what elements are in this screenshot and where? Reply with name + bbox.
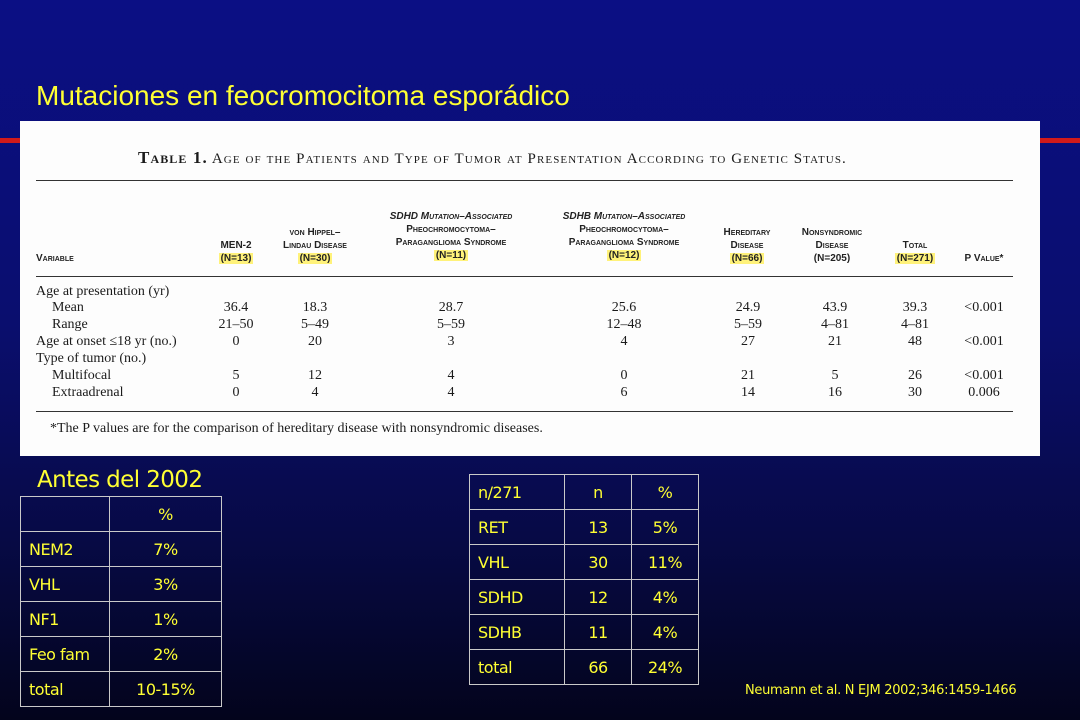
table-header-n: n — [565, 475, 632, 510]
table-cell: 66 — [565, 650, 632, 685]
table-cell: total — [21, 672, 110, 707]
table-cell: 2% — [110, 637, 222, 672]
table-cell: Feo fam — [21, 637, 110, 672]
table-row — [470, 545, 699, 580]
range-nonsyndromic: 4–81 — [821, 317, 849, 332]
table-cell: 12 — [565, 580, 632, 615]
table-row — [470, 580, 699, 615]
onset-nonsyndromic: 21 — [828, 334, 842, 349]
table-cell: 1% — [110, 602, 222, 637]
table-row — [470, 615, 699, 650]
before-2002-table — [20, 496, 222, 707]
table-caption: Age of the Patients and Type of Tumor at Presentation According to Genetic Status. — [211, 151, 847, 167]
table-cell: total — [470, 650, 565, 685]
table-cell: 24% — [632, 650, 699, 685]
table-row — [21, 497, 222, 532]
subtitle-antes-2002: Antes del 2002 — [37, 467, 203, 493]
top-rule — [36, 180, 1013, 181]
table-row — [470, 475, 699, 510]
table-cell: 3% — [110, 567, 222, 602]
table-cell: 4% — [632, 615, 699, 650]
onset-sdhd: 3 — [447, 334, 455, 349]
table-row — [21, 637, 222, 672]
multifocal-sdhb: 0 — [620, 368, 628, 383]
range-total: 4–81 — [901, 317, 929, 332]
onset-men2: 0 — [232, 334, 240, 349]
mean-vhl: 18.3 — [302, 300, 328, 315]
header-rule — [36, 276, 1013, 277]
header-sdhb: SDHB Mutation–Associated Pheochromocytoma– Paraganglioma Syndrome (N=12) — [562, 211, 686, 261]
table-cell: 7% — [110, 532, 222, 567]
row-multifocal-label: Multifocal — [52, 368, 112, 383]
table-row — [21, 567, 222, 602]
table-label: Table 1. — [138, 148, 208, 167]
range-sdhb: 12–48 — [606, 317, 642, 332]
table-cell: 5% — [632, 510, 699, 545]
header-men2: MEN-2 (N=13) — [220, 240, 252, 264]
mean-sdhb: 25.6 — [611, 300, 637, 315]
onset-pvalue: <0.001 — [964, 334, 1004, 349]
table-cell: VHL — [21, 567, 110, 602]
range-sdhd: 5–59 — [437, 317, 465, 332]
header-nonsyndromic: Nonsyndromic Disease (N=205) — [801, 227, 863, 264]
table-cell: 10-15% — [110, 672, 222, 707]
mean-sdhd: 28.7 — [438, 300, 464, 315]
extraadrenal-vhl: 4 — [311, 385, 319, 400]
table-cell: NEM2 — [21, 532, 110, 567]
range-vhl: 5–49 — [301, 317, 329, 332]
row-extraadrenal-label: Extraadrenal — [52, 385, 124, 400]
row-range-label: Range — [52, 317, 88, 332]
table-footnote: *The P values are for the comparison of hereditary disease with nonsyndromic diseases. — [50, 421, 543, 436]
table-cell — [21, 497, 110, 532]
range-men2: 21–50 — [218, 317, 254, 332]
scanned-table-title — [138, 148, 847, 168]
table-row — [21, 602, 222, 637]
header-hereditary: Hereditary Disease (N=66) — [723, 227, 771, 264]
extraadrenal-nonsyndromic: 16 — [828, 385, 842, 400]
header-variable: Variable — [36, 253, 74, 264]
table-cell: RET — [470, 510, 565, 545]
onset-sdhb: 4 — [620, 334, 628, 349]
onset-hereditary: 27 — [741, 334, 755, 349]
table-cell: VHL — [470, 545, 565, 580]
multifocal-men2: 5 — [232, 368, 240, 383]
table-cell: 11 — [565, 615, 632, 650]
onset-total: 48 — [908, 334, 922, 349]
mean-total: 39.3 — [902, 300, 928, 315]
onset-vhl: 20 — [308, 334, 322, 349]
table-cell: NF1 — [21, 602, 110, 637]
mean-men2: 36.4 — [223, 300, 249, 315]
table-cell: 13 — [565, 510, 632, 545]
extraadrenal-hereditary: 14 — [741, 385, 755, 400]
extraadrenal-men2: 0 — [232, 385, 240, 400]
row-tumor-type: Type of tumor (no.) — [36, 351, 147, 366]
slide-title: Mutaciones en feocromocitoma esporádico — [36, 80, 570, 111]
table-header-percent: % — [110, 497, 222, 532]
row-age-presentation: Age at presentation (yr) — [36, 284, 170, 299]
multifocal-total: 26 — [908, 368, 922, 383]
extraadrenal-sdhd: 4 — [447, 385, 455, 400]
table-cell: 11% — [632, 545, 699, 580]
row-onset-label: Age at onset ≤18 yr (no.) — [36, 334, 177, 349]
multifocal-sdhd: 4 — [447, 368, 455, 383]
row-mean-label: Mean — [52, 300, 84, 315]
table-row — [470, 510, 699, 545]
table-header-n271: n/271 — [470, 475, 565, 510]
table-row — [470, 650, 699, 685]
table-cell: 30 — [565, 545, 632, 580]
mean-pvalue: <0.001 — [964, 300, 1004, 315]
table-cell: SDHD — [470, 580, 565, 615]
mean-nonsyndromic: 43.9 — [822, 300, 848, 315]
range-hereditary: 5–59 — [734, 317, 762, 332]
table-cell: 4% — [632, 580, 699, 615]
multifocal-nonsyndromic: 5 — [831, 368, 839, 383]
table-cell: SDHB — [470, 615, 565, 650]
header-total: Total (N=271) — [896, 240, 934, 264]
table-header-percent: % — [632, 475, 699, 510]
header-vhl: von Hippel– Lindau Disease (N=30) — [283, 227, 347, 264]
counts-table — [469, 474, 699, 685]
extraadrenal-sdhb: 6 — [620, 385, 628, 400]
scanned-table-image — [20, 121, 1040, 456]
extraadrenal-pvalue: 0.006 — [968, 385, 1000, 400]
bottom-rule — [36, 411, 1013, 412]
table-row — [21, 532, 222, 567]
header-sdhd: SDHD Mutation–Associated Pheochromocytoma– Paraganglioma Syndrome (N=11) — [389, 211, 513, 261]
table-row — [21, 672, 222, 707]
header-pvalue: P Value* — [964, 253, 1004, 264]
multifocal-hereditary: 21 — [741, 368, 755, 383]
multifocal-pvalue: <0.001 — [964, 368, 1004, 383]
mean-hereditary: 24.9 — [735, 300, 761, 315]
citation: Neumann et al. N EJM 2002;346:1459-1466 — [745, 683, 1017, 698]
extraadrenal-total: 30 — [908, 385, 922, 400]
multifocal-vhl: 12 — [308, 368, 322, 383]
